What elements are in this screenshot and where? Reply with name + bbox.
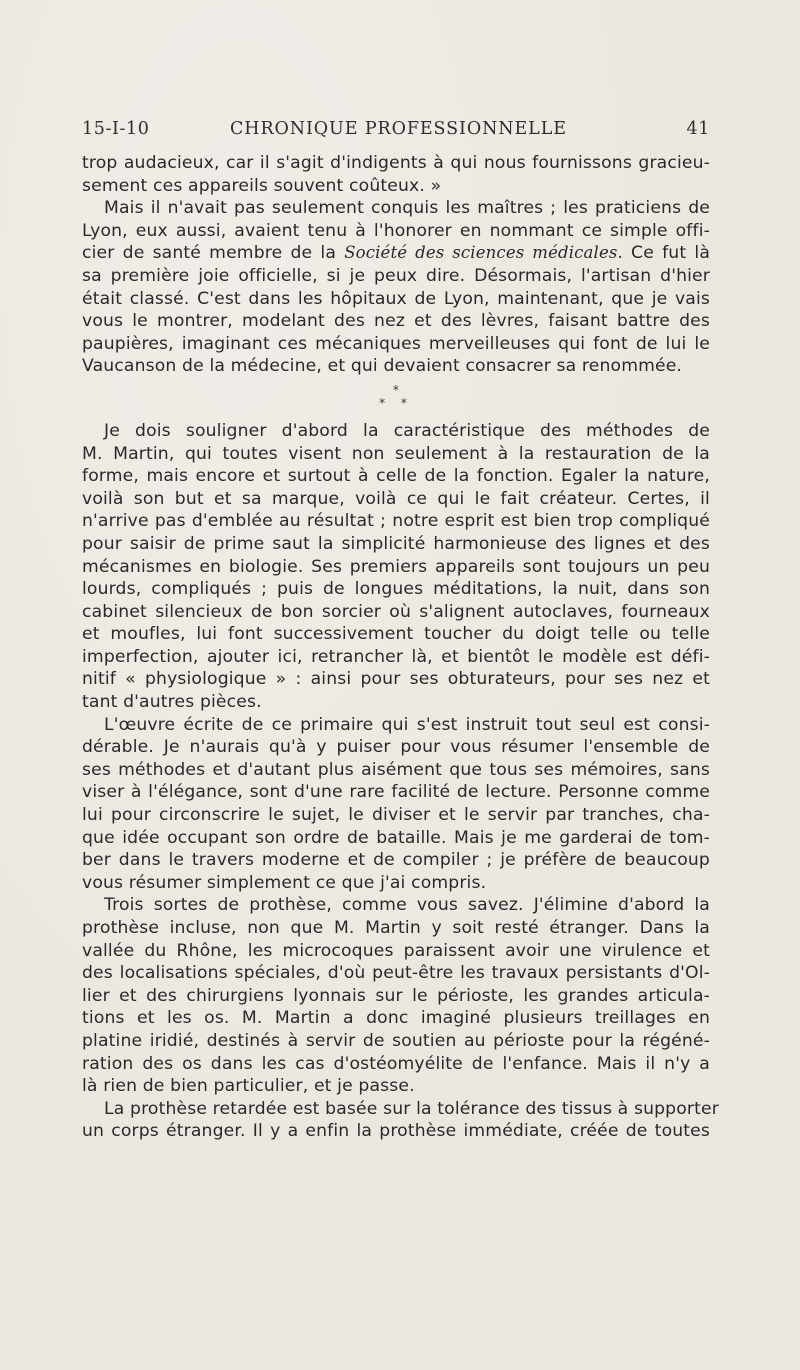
text-line: nitif « physiologique » : ainsi pour ses obturateurs, pour ses nez et xyxy=(82,669,710,690)
text-line: sa première joie officielle, si je peux dire. Désormais, l'artisan d'hier xyxy=(82,265,710,286)
text-line: vous le montrer, modelant des nez et des lèvres, faisant battre des xyxy=(82,311,710,332)
text-line: Trois sortes de prothèse, comme vous savez. J'élimine d'abord la xyxy=(104,895,710,916)
body-text xyxy=(82,152,719,1143)
paragraph xyxy=(82,894,710,1097)
text-line: viser à l'élégance, sont d'une rare facilité de lecture. Personne comme xyxy=(82,782,710,803)
text-line: lui pour circonscrire le sujet, le diviser et le servir par tranches, cha- xyxy=(82,805,710,826)
text-line: M. Martin, qui toutes visent non seulement à la restauration de la xyxy=(82,443,710,464)
text-line: mécanismes en biologie. Ses premiers appareils sont toujours un peu xyxy=(82,556,710,577)
text-line-with-italic xyxy=(82,242,710,265)
text-line: L'œuvre écrite de ce primaire qui s'est instruit tout seul est consi- xyxy=(104,714,710,735)
text-line: platine iridié, destinés à servir de soutien au périoste pour la régéné- xyxy=(82,1030,710,1051)
text-line: forme, mais encore et surtout à celle de la fonction. Egaler la nature, xyxy=(82,466,710,487)
text-line: des localisations spéciales, d'où peut-être les travaux persistants d'Ol- xyxy=(82,963,710,984)
text-line: cabinet silencieux de bon sorcier où s'alignent autoclaves, fourneaux xyxy=(82,601,710,622)
running-header xyxy=(82,119,710,147)
text-line: que idée occupant son ordre de bataille. Mais je me garderai de tom- xyxy=(82,827,710,848)
text-line: n'arrive pas d'emblée au résultat ; notre esprit est bien trop compliqué xyxy=(82,511,710,532)
paragraph xyxy=(82,420,710,714)
text-line: Mais il n'avait pas seulement conquis les maîtres ; les praticiens de xyxy=(104,198,710,219)
paragraph-continuation xyxy=(82,152,710,197)
text-line: était classé. C'est dans les hôpitaux de Lyon, maintenant, que je vais xyxy=(82,288,710,309)
text-segment: cier de santé membre de la xyxy=(82,243,345,264)
text-line: et moufles, lui font successivement toucher du doigt telle ou telle xyxy=(82,624,710,645)
paragraph xyxy=(82,1098,719,1143)
text-line: Je dois souligner d'abord la caractéristique des méthodes de xyxy=(104,420,710,441)
text-line: sement ces appareils souvent coûteux. » xyxy=(82,175,442,196)
text-line: voilà son but et sa marque, voilà ce qui le fait créateur. Certes, il xyxy=(82,488,710,509)
text-line: tions et les os. M. Martin a donc imaginé plusieurs treillages en xyxy=(82,1008,710,1029)
society-name-italic: Société des sciences médicales. xyxy=(344,243,623,263)
text-line: vous résumer simplement ce que j'ai compris. xyxy=(82,872,487,893)
header-date: 15-I-10 xyxy=(82,119,150,139)
asterism-bottom: * * xyxy=(379,395,413,410)
text-line: ber dans le travers moderne et de compiler ; je préfère de beaucoup xyxy=(82,850,710,871)
text-line: lier et des chirurgiens lyonnais sur le périoste, les grandes articula- xyxy=(82,985,710,1006)
text-line: imperfection, ajouter ici, retrancher là, et bientôt le modèle est défi- xyxy=(82,646,710,667)
text-line: lourds, compliqués ; puis de longues méditations, la nuit, dans son xyxy=(82,579,710,600)
asterism-top: * xyxy=(392,382,400,397)
paragraph xyxy=(82,714,710,895)
text-segment: Ce fut là xyxy=(622,243,710,264)
text-line: tant d'autres pièces. xyxy=(82,692,262,713)
text-line: La prothèse retardée est basée sur la tolérance des tissus à supporter xyxy=(104,1098,719,1119)
paragraph xyxy=(82,197,710,378)
text-line: dérable. Je n'aurais qu'à y puiser pour vous résumer l'ensemble de xyxy=(82,737,710,758)
text-line: ration des os dans les cas d'ostéomyélite de l'enfance. Mais il n'y a xyxy=(82,1053,710,1074)
text-line: Vaucanson de la médecine, et qui devaient consacrer sa renommée. xyxy=(82,356,683,377)
text-line: Lyon, eux aussi, avaient tenu à l'honorer en nommant ce simple offi- xyxy=(82,220,710,241)
text-line: prothèse incluse, non que M. Martin y soit resté étranger. Dans la xyxy=(82,918,710,938)
section-break-asterism xyxy=(82,378,710,420)
text-line: ses méthodes et d'autant plus aisément que tous ses mémoires, sans xyxy=(82,759,710,780)
text-line: pour saisir de prime saut la simplicité harmonieuse des lignes et des xyxy=(82,533,710,554)
text-line: un corps étranger. Il y a enfin la prothèse immédiate, créée de toutes xyxy=(82,1121,710,1142)
text-line: là rien de bien particulier, et je passe. xyxy=(82,1076,415,1097)
text-line: paupières, imaginant ces mécaniques merveilleuses qui font de lui le xyxy=(82,333,710,354)
text-line: trop audacieux, car il s'agit d'indigents à qui nous fournissons gracieu- xyxy=(82,153,710,173)
text-line: vallée du Rhône, les microcoques paraissent avoir une virulence et xyxy=(82,940,710,961)
page-number: 41 xyxy=(686,119,710,139)
header-title: CHRONIQUE PROFESSIONNELLE xyxy=(230,119,567,139)
